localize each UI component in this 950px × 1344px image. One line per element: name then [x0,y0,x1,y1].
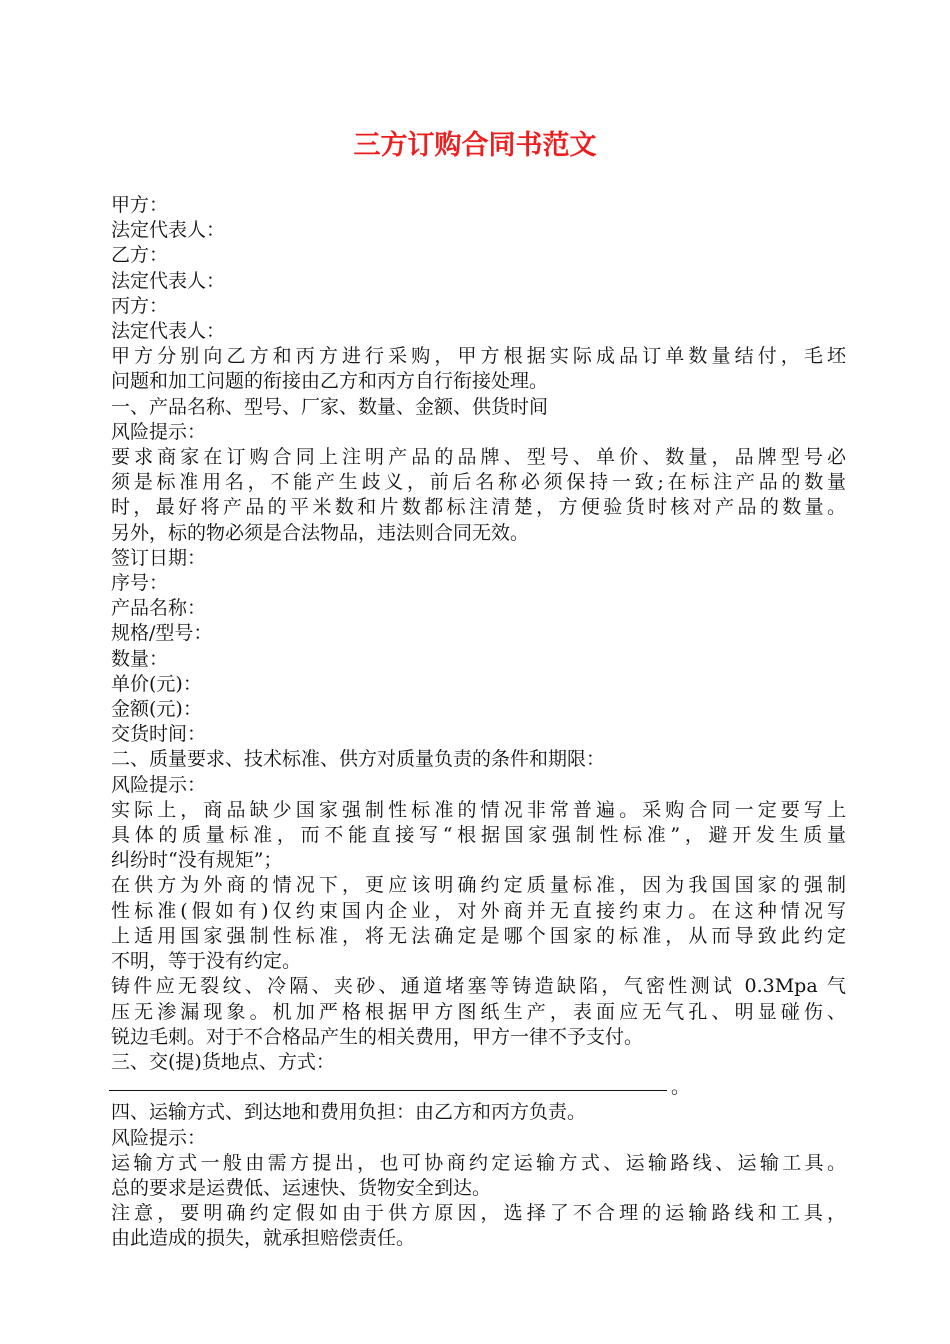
blank-underline [109,1090,667,1091]
body-text-line: 数量： [111,647,169,670]
body-text-line: 纠纷时“没有规矩”； [111,849,283,872]
body-text-line: 法定代表人： [111,219,226,242]
body-text-line: 性标准(假如有)仅约束国内企业，对外商并无直接约束力。在这种情况写 [111,899,846,922]
body-text-line: 总的要求是运费低、运速快、货物安全到达。 [111,1176,492,1199]
body-text-line: 要求商家在订购合同上注明产品的品牌、型号、单价、数量，品牌型号必 [111,446,846,469]
body-text-line: 金额(元)： [111,698,202,721]
body-text-line: 甲方： [111,194,169,216]
body-text-line: 法定代表人： [111,269,226,292]
body-text-line: 压无渗漏现象。机加严格根据甲方图纸生产，表面应无气孔、明显碰伤、 [111,1000,846,1023]
blank-line-period: 。 [671,1076,691,1099]
body-text-line: 上适用国家强制性标准，将无法确定是哪个国家的标准，从而导致此约定 [111,924,846,947]
document-title: 三方订购合同书范文 [353,130,597,161]
body-text-line: 须是标准用名，不能产生歧义，前后名称必须保持一致;在标注产品的数量 [111,471,846,494]
body-text-line: 锐边毛刺。对于不合格品产生的相关费用，甲方一律不予支付。 [111,1025,644,1048]
body-text-line: 时，最好将产品的平米数和片数都标注清楚，方便验货时核对产品的数量。 [111,496,846,519]
body-text-line: 签订日期： [111,546,207,569]
body-text-line: 序号： [111,572,169,595]
body-text-line: 不明，等于没有约定。 [111,950,302,973]
body-text-line: 问题和加工问题的衔接由乙方和丙方自行衔接处理。 [111,370,549,393]
body-text-line: 乙方： [111,244,169,267]
body-text-line: 产品名称： [111,597,207,620]
body-text-line: 风险提示： [111,1126,207,1149]
blank-fill-line [111,1075,846,1100]
body-text-line: 另外，标的物必须是合法物品，违法则合同无效。 [111,521,530,544]
body-text-line: 甲方分别向乙方和丙方进行采购，甲方根据实际成品订单数量结付，毛坯 [111,345,846,368]
body-text-line: 在供方为外商的情况下，更应该明确约定质量标准，因为我国国家的强制 [111,874,846,897]
body-text-line: 由此造成的损失，就承担赔偿责任。 [111,1227,416,1250]
body-text-line: 三、交(提)货地点、方式： [111,1050,335,1073]
body-text-line: 运输方式一般由需方提出，也可协商约定运输方式、运输路线、运输工具。 [111,1151,846,1174]
body-text-line: 风险提示： [111,773,207,796]
body-text-line: 铸件应无裂纹、冷隔、夹砂、通道堵塞等铸造缺陷，气密性测试 0.3Mpa 气 [111,975,846,998]
body-text-line: 单价(元)： [111,672,202,695]
body-text-line: 规格/型号： [111,622,213,645]
body-text-line: 四、运输方式、到达地和费用负担：由乙方和丙方负责。 [111,1101,587,1124]
body-text-line: 一、产品名称、型号、厂家、数量、金额、供货时间 [111,395,549,418]
body-text-line: 风险提示： [111,420,207,443]
document-body [111,193,846,1252]
body-text-line: 法定代表人： [111,320,226,343]
body-text-line: 注意，要明确约定假如由于供方原因，选择了不合理的运输路线和工具， [111,1202,846,1225]
body-text-line: 具体的质量标准，而不能直接写“根据国家强制性标准”，避开发生质量 [111,824,846,847]
body-text-line: 丙方： [111,294,169,317]
body-text-line: 二、质量要求、技术标准、供方对质量负责的条件和期限： [111,748,606,771]
body-text-line: 交货时间： [111,723,207,746]
body-text-line: 实际上，商品缺少国家强制性标准的情况非常普遍。采购合同一定要写上 [111,798,846,821]
